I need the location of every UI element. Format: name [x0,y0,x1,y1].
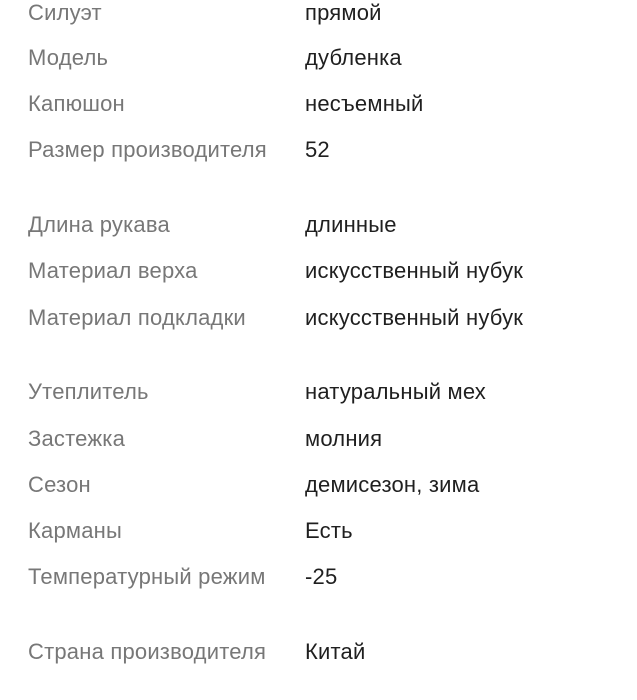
spec-label: Страна производителя [28,639,267,664]
spec-label: Размер производителя [28,137,267,162]
spec-value: длинные [305,212,397,237]
spec-value: Китай [305,639,366,664]
spec-value: -25 [305,564,338,589]
spec-value: искусственный нубук [305,258,524,283]
spec-label: Материал подкладки [28,305,246,330]
spec-label: Утеплитель [28,379,149,404]
spec-label: Длина рукава [28,212,170,237]
spec-value: прямой [305,0,382,25]
spec-value: 52 [305,137,330,162]
spec-value: несъемный [305,91,424,116]
spec-label: Материал верха [28,258,198,283]
spec-value: молния [305,426,383,451]
spec-label: Температурный режим [28,564,266,589]
spec-value: натуральный мех [305,379,486,404]
spec-value: дубленка [305,45,402,70]
spec-value: искусственный нубук [305,305,524,330]
spec-label: Капюшон [28,91,125,116]
spec-label: Силуэт [28,0,102,25]
spec-value: Есть [305,518,353,543]
spec-value: демисезон, зима [305,472,480,497]
spec-label: Карманы [28,518,123,543]
spec-label: Застежка [28,426,126,451]
spec-label: Модель [28,45,109,70]
spec-label: Сезон [28,472,91,497]
